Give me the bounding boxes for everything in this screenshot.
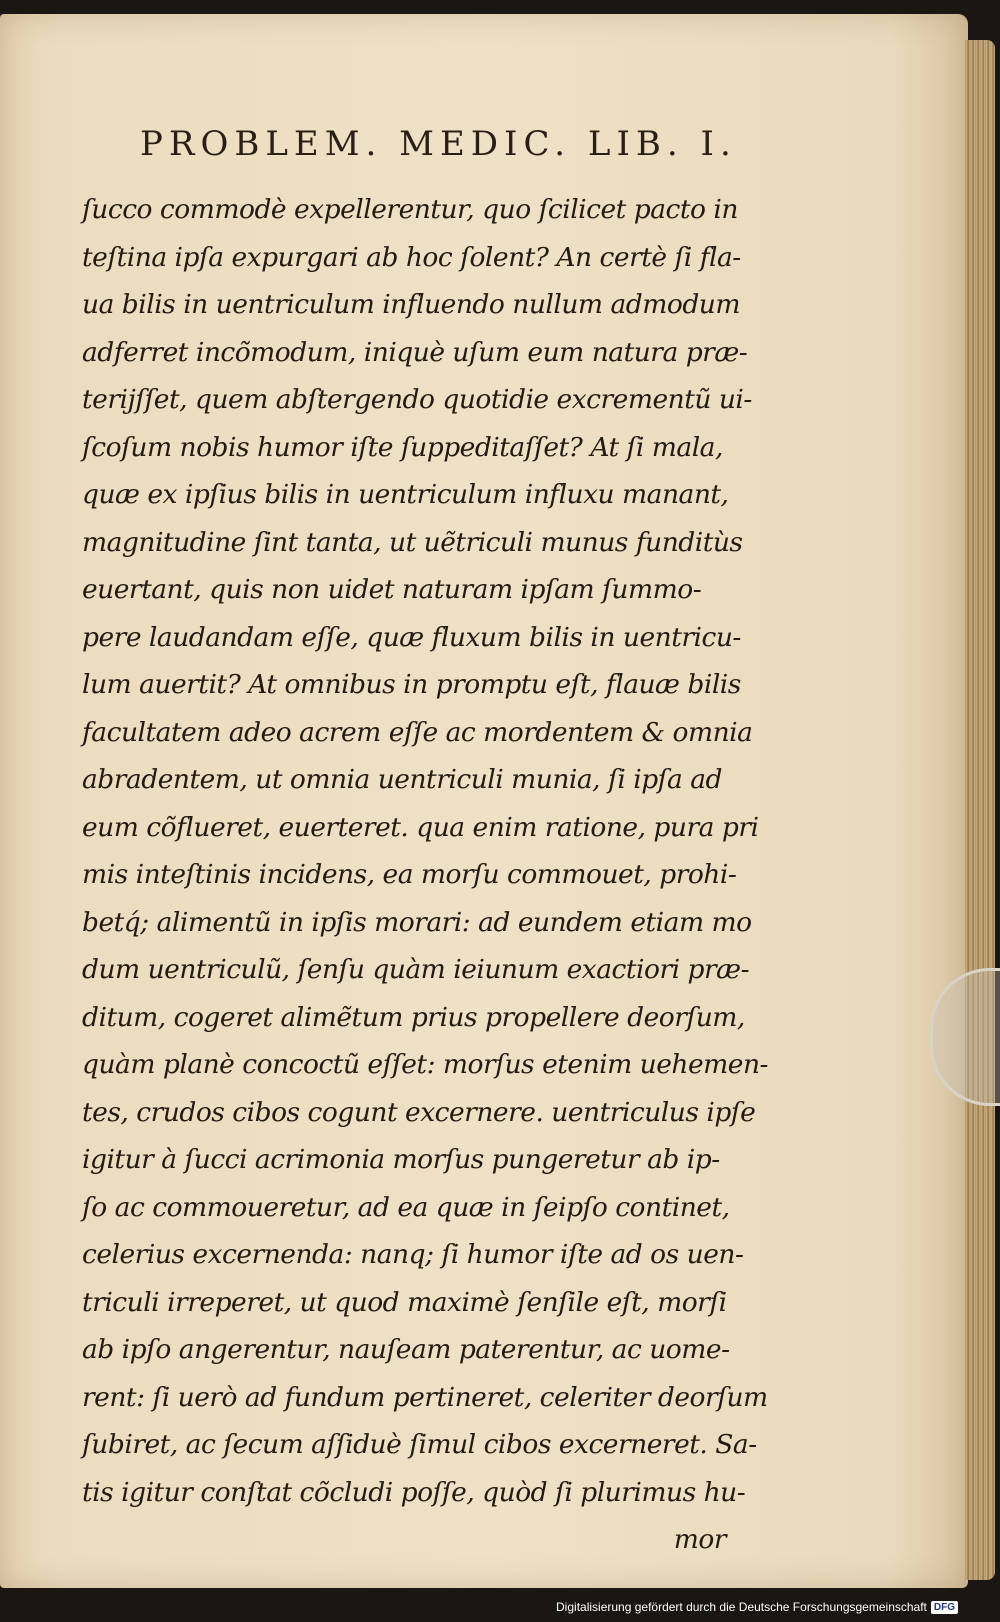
text-line: ſucco commodè expellerentur, quo ſcilicet pacto in <box>82 194 738 225</box>
text-line: ua bilis in uentriculum influendo nullum admodum <box>82 289 740 320</box>
text-line: adferret incõmodum, iniquè uſum eum natura præ- <box>82 336 748 368</box>
text-line: facultatem adeo acrem eſſe ac mordentem & omnia <box>82 716 753 748</box>
text-line: ab ipſo angerentur, nauſeam paterentur, ac uome- <box>82 1334 730 1365</box>
dfg-logo: DFG <box>931 1601 958 1614</box>
text-line: igitur à ſucci acrimonia morſus pungeretur ab ip- <box>82 1144 720 1175</box>
text-line: abradentem, ut omnia uentriculi munia, ſi ipſa ad <box>82 764 722 795</box>
text-line: celerius excernenda: nanq; ſi humor iſte ad os uen- <box>82 1239 744 1270</box>
digitization-credit <box>556 1598 958 1616</box>
running-title: PROBLEM. MEDIC. LIB. I. <box>140 124 737 164</box>
catchword: mor <box>673 1524 726 1555</box>
text-line: quàm planè concoctũ eſſet: morſus etenim uehemen- <box>82 1049 769 1080</box>
text-line: quæ ex ipſius bilis in uentriculum influxu manant, <box>82 479 729 510</box>
page-text <box>82 186 769 1564</box>
page-edges <box>965 40 995 1580</box>
text-line: ſo ac commoueretur, ad ea quæ in ſeipſo continet, <box>82 1191 730 1223</box>
credit-text: Digitalisierung gefördert durch die Deutsche Forschungsgemeinschaft <box>556 1600 927 1614</box>
text-line: magnitudine ſint tanta, ut uẽtriculi munus funditùs <box>82 526 743 558</box>
text-line: ſubiret, ac ſecum aſſiduè ſimul cibos excerneret. Sa- <box>82 1429 757 1460</box>
text-line: ſcoſum nobis humor iſte ſuppeditaſſet? At ſi mala, <box>82 431 723 463</box>
text-line: rent: ſi uerò ad fundum pertineret, celeriter deorſum <box>82 1381 768 1413</box>
text-line: ditum, cogeret alimẽtum prius propellere deorſum, <box>82 1001 745 1033</box>
text-line: euertant, quis non uidet naturam ipſam ſummo- <box>82 574 702 605</box>
text-line: betq́; alimentũ in ipſis morari: ad eundem etiam mo <box>82 906 752 938</box>
text-line: tis igitur conſtat cõcludi poſſe, quòd ſi plurimus hu- <box>82 1476 746 1508</box>
text-line: triculi irreperet, ut quod maximè ſenſile eſt, morſi <box>82 1286 727 1318</box>
text-line: eum cõflueret, euerteret. qua enim ratione, pura pri <box>82 811 759 843</box>
text-line: lum auertit? At omnibus in promptu eſt, flauæ bilis <box>82 669 741 700</box>
text-line: mis inteſtinis incidens, ea morſu commouet, prohi- <box>82 859 737 890</box>
text-line: teſtina ipſa expurgari ab hoc ſolent? An certè ſi fla- <box>82 241 741 273</box>
text-line: dum uentriculũ, ſenſu quàm ieiunum exactiori præ- <box>82 954 750 985</box>
text-line: teriјſſet, quem abſtergendo quotidie excrementũ ui- <box>82 384 752 415</box>
text-line: tes, crudos cibos cogunt excernere. uentriculus ipſe <box>82 1096 756 1128</box>
text-line: pere laudandam eſſe, quæ fluxum bilis in uentricu- <box>82 621 741 653</box>
